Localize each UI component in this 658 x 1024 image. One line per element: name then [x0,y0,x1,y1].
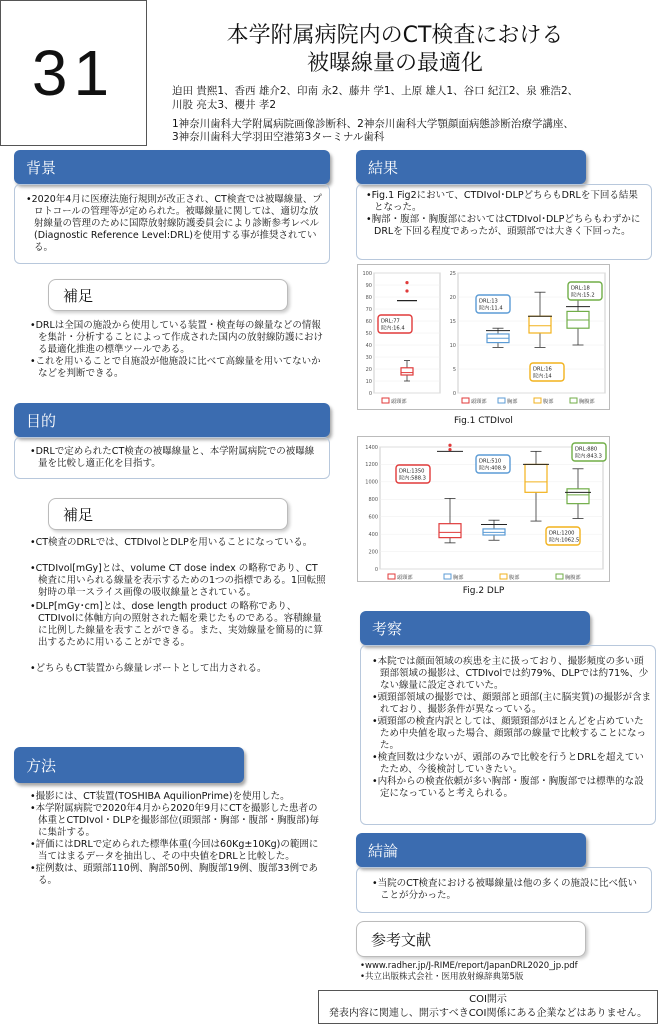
affil-line-1: 1神奈川歯科大学附属病院画像診断科、2神奈川歯科大学顎顔面病態診断治療学講座、 [172,118,574,130]
authors [172,84,652,112]
coi-box [318,990,658,1024]
list-item: •CTDIvol[mGy]とは、volume CT dose index の略称であり、CT検査に用いられる線量を表示するための1つの指標である。1回転照射時の単一スライス画像の吸収線量とされている。 [30,563,326,598]
list-item: •検査回数は少ないが、頭部のみで比較を行うとDRLを超えていたため、今後検討していきたい。 [372,752,644,775]
fig2-legend-label-0: 頭頸部 [397,575,413,581]
fig2-callout-head-label: DRL:1350 [399,468,425,475]
fig2-box-2-box [525,464,547,492]
fig1-left-tick-6: 40 [365,342,372,349]
fig2-legend-swatch-0 [388,574,395,579]
list-item: •胸部・腹部・胸腹部においてはCTDIvol･DLPどちらもわずかにDRLを下回る程度であったが、頭頸部では大きく下回った。 [366,214,641,237]
references-header: 参考文献 [356,921,586,957]
background-supp-list [30,320,326,380]
list-item: •DLP[mGy･cm]とは、dose length product の略称であり、CTDIvolに体軸方向の照射された幅を乗じたものである。容積線量に比例した線量を表すことができる。また、実効線量を簡易的に算出するために用いることができる。 [30,601,324,648]
list-item: •本学附属病院で2020年4月から2020年9月にCTを撮影した患者の体重とCTDIvol・DLPを撮影部位(頭頸部・胸部・腹部・胸腹部)毎に集計する。 [30,803,319,838]
fig1-left-tick-0: 100 [362,270,372,277]
affiliations [172,118,652,144]
fig1-right-tick-0: 25 [449,270,456,277]
fig1-chart [357,264,610,410]
fig1-right-tick-4: 5 [452,366,456,373]
fig2-box-0-outlier-0 [448,448,451,451]
fig2-tick-4: 600 [368,514,378,521]
purpose-supp-list [30,537,326,675]
fig1-callout-head-sub: 院内:16.4 [381,325,405,332]
method-list [30,791,326,887]
fig1-callout-head-label: DRL:77 [381,318,400,325]
coi-text: 発表内容に関連し、開示すべきCOI関係にある企業などはありません。 [328,1008,648,1019]
fig2-tick-6: 200 [368,549,378,556]
fig1-callout-chestabdomen-label: DRL:18 [571,285,590,292]
list-item: •www.radher.jp/J-RIME/report/JapanDRL2020_jp.pdf [360,961,578,971]
fig1-left-tick-1: 90 [365,282,372,289]
fig1-head-outlier-1 [405,281,408,284]
fig1-right-legend-swatch-0 [462,398,469,403]
fig1-svg [358,265,611,411]
affil-line-2: 3神奈川歯科大学羽田空港第3ターミナル歯科 [172,131,385,143]
fig2-callout-abdomen-label: DRL:1200 [549,530,575,537]
list-item: •頭頸部の検査内訳としては、顔頸頸部がほとんどを占めていたため中央値を取った場合、顔頸部の線量で比較することになった。 [372,716,647,751]
fig2-tick-0: 1400 [365,444,378,451]
fig2-chart [357,436,610,582]
list-item: •共立出版株式会社・医用放射線辞典第5版 [360,972,524,982]
fig1-right-legend-label-3: 胸腹部 [579,399,595,405]
fig1-body-1-box [529,316,551,333]
purpose-supp-header: 補足 [48,498,288,530]
fig2-tick-2: 1000 [365,479,378,486]
list-item: •どちらもCT装置から線量レポートとして出力される。 [30,663,267,674]
fig2-tick-3: 800 [368,497,378,504]
fig2-legend-swatch-3 [556,574,563,579]
results-list [366,190,642,238]
fig1-left-tick-5: 50 [365,330,372,337]
fig1-left-tick-7: 30 [365,354,372,361]
fig2-legend-swatch-1 [444,574,451,579]
fig2-legend-label-2: 腹部 [509,575,520,581]
list-item: •症例数は、頭頸部110例、胸部50例、胸腹部19例、腹部33例である。 [30,863,319,886]
fig1-callout-chest-sub: 院内:11.4 [479,305,503,312]
title-line-2: 被曝線量の最適化 [306,51,483,76]
fig1-right-legend-swatch-1 [498,398,505,403]
purpose-text: •DRLで定められたCT検査の被曝線量と、本学附属病院での被曝線量を比較し適正化を目指す。 [30,446,315,469]
fig1-right-tick-2: 15 [449,318,456,325]
fig1-right-legend-label-2: 腹部 [543,399,554,405]
list-item: •CT検査のDRLでは、CTDIvolとDLPを用いることになっている。 [30,537,313,548]
fig1-right-tick-3: 10 [449,342,456,349]
background-supp-header: 補足 [48,279,288,311]
fig1-right-legend-label-1: 胸部 [507,399,518,405]
fig1-left-tick-10: 0 [368,390,372,397]
fig2-callout-chestabdomen-label: DRL:880 [575,446,598,453]
background-header: 背景 [14,150,330,184]
list-item: •DRLは全国の施設から使用している装置・検査毎の線量などの情報を集計・分析することによって作成された国内の放射線防護における最適化推進の標準ツールである。 [30,320,324,355]
list-item: •頭頸部領域の撮影では、顔頸部と頭部(主に脳実質)の撮影が含まれており、撮影条件が異なっている。 [372,692,652,715]
background-text: •2020年4月に医療法施行規則が改正され、CT検査では被曝線量、プロトコールの管理等が定められた。被曝線量に関しては、適切な放射線量の管理のために国際放射線防護委員会により診断参考レベル(Diagnostic Reference Level:DRL)を使用する事が推奨されている。 [26,194,322,253]
fig1-right-legend-label-0: 頭頸部 [471,399,487,405]
poster-title [150,22,640,78]
fig1-left-tick-4: 60 [365,318,372,325]
fig2-callout-chest-label: DRL:510 [479,458,502,465]
fig2-tick-5: 400 [368,531,378,538]
fig1-caption: Fig.1 CTDIvol [454,416,513,426]
list-item: •評価にはDRLで定められた標準体重(今回は60Kg±10Kg)の範囲に当てはまるデータを抽出し、その中央値をDRLと比較した。 [30,839,319,862]
fig2-legend-label-1: 胸部 [453,575,464,581]
fig1-head-box [401,368,413,375]
fig2-tick-7: 0 [374,566,378,573]
fig2-callout-chest-sub: 院内:408.9 [479,465,506,472]
fig1-callout-abdomen-sub: 院内:14 [533,373,552,380]
fig2-box-0-box [439,524,461,538]
authors-line-2: 川股 亮太3、櫻井 孝2 [172,99,277,111]
fig2-legend-swatch-2 [500,574,507,579]
coi-title: COI開示 [469,994,507,1005]
fig2-svg [358,437,611,583]
authors-line-1: 迫田 貴熙1、香西 雄介2、印南 永2、藤井 学1、上原 雄人1、谷口 紀江2、泉 雅浩2、 [172,85,579,97]
fig2-box-0-outlier-1 [448,444,451,447]
results-header: 結果 [356,150,586,184]
fig1-right-legend-swatch-3 [570,398,577,403]
list-item: •これを用いることで自施設が他施設に比べて高線量を用いてないかなどを判断できる。 [30,356,321,379]
method-header: 方法 [14,747,244,783]
fig1-right-tick-1: 20 [449,294,456,301]
list-item: •内科からの検査依頼が多い胸部・腹部・胸腹部では標準的な設定になっていると考えられる。 [372,776,644,799]
fig1-right-legend-swatch-2 [534,398,541,403]
fig2-box-3-box [567,489,589,504]
fig2-callout-chestabdomen-sub: 院内:843.3 [575,453,602,460]
fig2-caption: Fig.2 DLP [462,586,505,596]
fig1-left-tick-2: 80 [365,294,372,301]
conclusion-text: •当院のCT検査における被曝線量は他の多くの施設に比べ低いことが分かった。 [372,878,638,901]
fig1-callout-chest-label: DRL:13 [479,298,498,305]
fig1-left-tick-8: 20 [365,366,372,373]
fig1-left-legend-swatch-0 [382,398,389,403]
purpose-header: 目的 [14,403,330,437]
conclusion-header: 結論 [356,833,586,867]
fig1-callout-chestabdomen-sub: 院内:15.2 [571,292,595,299]
list-item: •Fig.1 Fig2において、CTDIvol･DLPどちらもDRLを下回る結果となった。 [366,190,638,213]
fig1-head-outlier-0 [405,289,408,292]
fig1-right-tick-5: 0 [452,390,456,397]
fig1-callout-abdomen-label: DRL:16 [533,366,552,373]
fig2-callout-abdomen-sub: 院内:1062.5 [549,537,580,544]
fig2-tick-1: 1200 [365,462,378,469]
fig1-left-legend-label-0: 頭頸部 [391,399,407,405]
title-line-1: 本学附属病院内のCT検査における [226,23,564,48]
references-list [360,961,656,983]
fig1-left-tick-3: 70 [365,306,372,313]
poster-number: 31 [0,0,147,146]
fig1-left-tick-9: 10 [365,378,372,385]
fig2-legend-label-3: 胸腹部 [565,575,581,581]
fig2-callout-head-sub: 院内:588.3 [399,475,426,482]
discussion-header: 考察 [360,611,590,645]
list-item: •撮影には、CT装置(TOSHIBA AquilionPrime)を使用した。 [30,791,290,802]
list-item: •本院では顔面領域の疾患を主に扱っており、撮影頻度の多い頭頸部領域の撮影は、CTDIvolでは約79%、DLPでは約71%、少ない線量に設定されていた。 [372,656,649,691]
discussion-list [372,656,652,800]
